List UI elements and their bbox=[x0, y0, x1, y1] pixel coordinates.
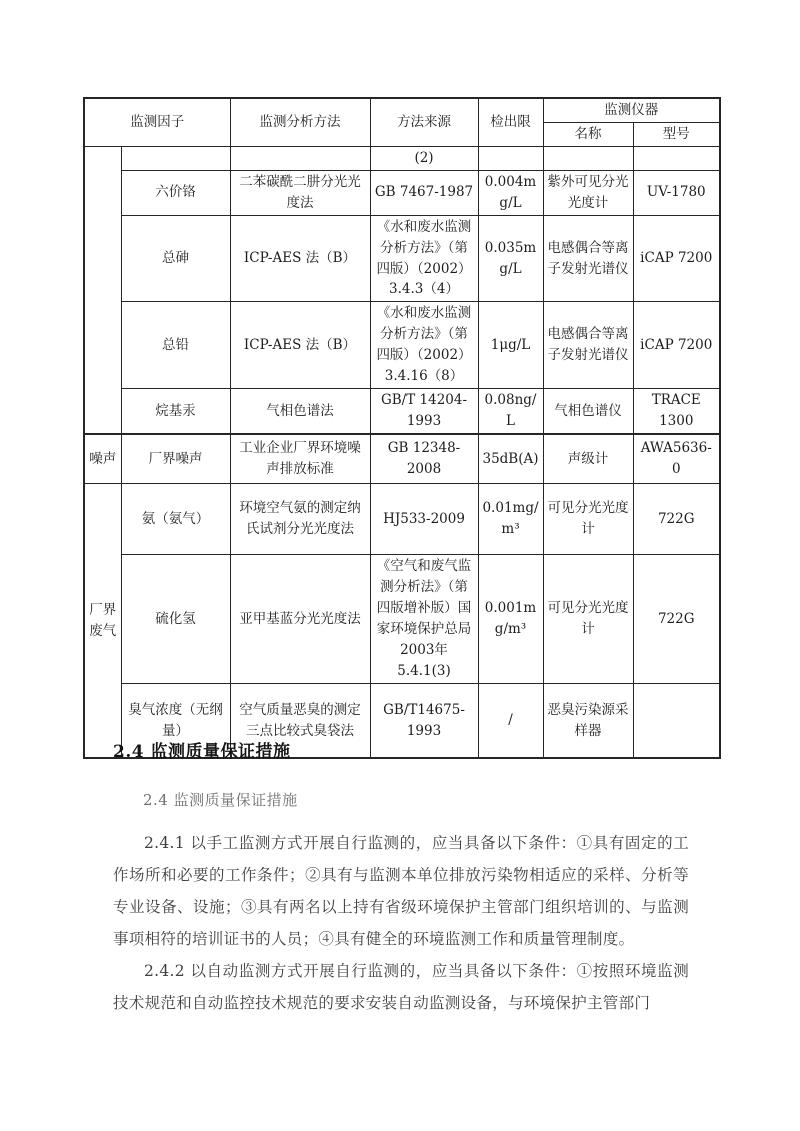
col-header-instrument: 监测仪器 bbox=[543, 98, 720, 122]
cell-factor: 臭气浓度（无纲量） bbox=[121, 683, 230, 758]
cell-source: GB/T14675-1993 bbox=[370, 683, 478, 758]
cell-instrument-name: 电感偶合等离子发射光谱仪 bbox=[543, 215, 633, 302]
group-cell-noise: 噪声 bbox=[84, 434, 121, 484]
cell-factor: 总砷 bbox=[121, 215, 230, 302]
table-header-row-1 bbox=[84, 98, 720, 122]
cell-limit: 0.001mg/m³ bbox=[478, 555, 543, 684]
cell-source: 《空气和废气监测分析法》（第四版增补版）国家环境保护总局2003年5.4.1(3) bbox=[370, 555, 478, 684]
cell-limit bbox=[478, 146, 543, 170]
cell-factor: 总铅 bbox=[121, 302, 230, 389]
table-row-hydrogen-sulfide bbox=[84, 555, 720, 684]
cell-instrument-model: AWA5636-0 bbox=[633, 434, 720, 484]
cell-limit: 0.08ng/L bbox=[478, 389, 543, 434]
paragraph-2-4-1: 2.4.1 以手工监测方式开展自行监测的，应当具备以下条件：①具有固定的工作场所和必要的工作条件；②具有与监测本单位排放污染物相适应的采样、分析等专业设备、设施；③具有两名以上持有省级环境保护主管部门组织培训的、与监测事项相符的培训证书的人员；④具有健全的环境监测工作和质量管理制度。 bbox=[113, 834, 689, 948]
cell-factor: 六价铬 bbox=[121, 170, 230, 215]
table-row-alkyl-mercury bbox=[84, 389, 720, 434]
section-2-4 bbox=[113, 737, 689, 1019]
cell-instrument-model: TRACE 1300 bbox=[633, 389, 720, 434]
cell-limit: / bbox=[478, 683, 543, 758]
col-header-factor: 监测因子 bbox=[84, 98, 230, 146]
cell-instrument-name: 可见分光光度计 bbox=[543, 484, 633, 555]
cell-source: GB/T 14204-1993 bbox=[370, 389, 478, 434]
cell-instrument-model: 722G bbox=[633, 484, 720, 555]
cell-factor: 烷基汞 bbox=[121, 389, 230, 434]
cell-method: 亚甲基蓝分光光度法 bbox=[230, 555, 370, 684]
col-header-instrument-model: 型号 bbox=[633, 122, 720, 146]
cell-instrument-name: 可见分光光度计 bbox=[543, 555, 633, 684]
cell-instrument-name: 气相色谱仪 bbox=[543, 389, 633, 434]
cell-instrument-name: 紫外可见分光光度计 bbox=[543, 170, 633, 215]
table-row-hexavalent-chromium bbox=[84, 170, 720, 215]
cell-factor bbox=[121, 146, 230, 170]
cell-source: (2) bbox=[370, 146, 478, 170]
table-row-boundary-noise bbox=[84, 434, 720, 484]
table-row-ammonia bbox=[84, 484, 720, 555]
cell-instrument-model: 722G bbox=[633, 555, 720, 684]
cell-instrument-model bbox=[633, 146, 720, 170]
cell-method: ICP-AES 法（B） bbox=[230, 302, 370, 389]
cell-source: GB 7467-1987 bbox=[370, 170, 478, 215]
cell-instrument-name bbox=[543, 146, 633, 170]
cell-method: 工业企业厂界环境噪声排放标准 bbox=[230, 434, 370, 484]
cell-factor: 氨（氨气） bbox=[121, 484, 230, 555]
cell-instrument-model: UV-1780 bbox=[633, 170, 720, 215]
col-header-method: 监测分析方法 bbox=[230, 98, 370, 146]
cell-source: GB 12348-2008 bbox=[370, 434, 478, 484]
cell-instrument-name: 声级计 bbox=[543, 434, 633, 484]
cell-method: 气相色谱法 bbox=[230, 389, 370, 434]
cell-method: 环境空气氨的测定纳氏试剂分光光度法 bbox=[230, 484, 370, 555]
cell-factor: 硫化氢 bbox=[121, 555, 230, 684]
section-subheading: 2.4 监测质量保证措施 bbox=[143, 791, 298, 809]
cell-instrument-name: 恶臭污染源采样器 bbox=[543, 683, 633, 758]
cell-limit: 0.004mg/L bbox=[478, 170, 543, 215]
cell-limit: 0.01mg/m³ bbox=[478, 484, 543, 555]
cell-method bbox=[230, 146, 370, 170]
monitoring-methods-table bbox=[83, 97, 721, 759]
cell-factor: 厂界噪声 bbox=[121, 434, 230, 484]
cell-source: 《水和废水监测分析方法》（第四版）（2002） 3.4.16（8） bbox=[370, 302, 478, 389]
cell-method: 空气质量恶臭的测定三点比较式臭袋法 bbox=[230, 683, 370, 758]
cell-instrument-model: iCAP 7200 bbox=[633, 302, 720, 389]
paragraph-2-4-2: 2.4.2 以自动监测方式开展自行监测的，应当具备以下条件：①按照环境监测技术规范和自动监控技术规范的要求安装自动监测设备，与环境保护主管部门 bbox=[113, 962, 689, 1012]
group-cell-wastewater bbox=[84, 146, 121, 433]
col-header-limit: 检出限 bbox=[478, 98, 543, 146]
cell-limit: 35dB(A) bbox=[478, 434, 543, 484]
table-row-continuation bbox=[84, 146, 720, 170]
cell-method: ICP-AES 法（B） bbox=[230, 215, 370, 302]
cell-instrument-model: iCAP 7200 bbox=[633, 215, 720, 302]
col-header-instrument-name: 名称 bbox=[543, 122, 633, 146]
cell-source: HJ533-2009 bbox=[370, 484, 478, 555]
col-header-source: 方法来源 bbox=[370, 98, 478, 146]
cell-limit: 0.035mg/L bbox=[478, 215, 543, 302]
table-row-total-arsenic bbox=[84, 215, 720, 302]
section-heading: 2.4 监测质量保证措施 bbox=[113, 742, 291, 762]
group-cell-boundary-waste-gas: 厂界废气 bbox=[84, 484, 121, 759]
cell-instrument-name: 电感偶合等离子发射光谱仪 bbox=[543, 302, 633, 389]
cell-limit: 1μg/L bbox=[478, 302, 543, 389]
table-row-total-lead bbox=[84, 302, 720, 389]
cell-method: 二苯碳酰二肼分光光度法 bbox=[230, 170, 370, 215]
cell-source: 《水和废水监测分析方法》（第四版）（2002）3.4.3（4） bbox=[370, 215, 478, 302]
